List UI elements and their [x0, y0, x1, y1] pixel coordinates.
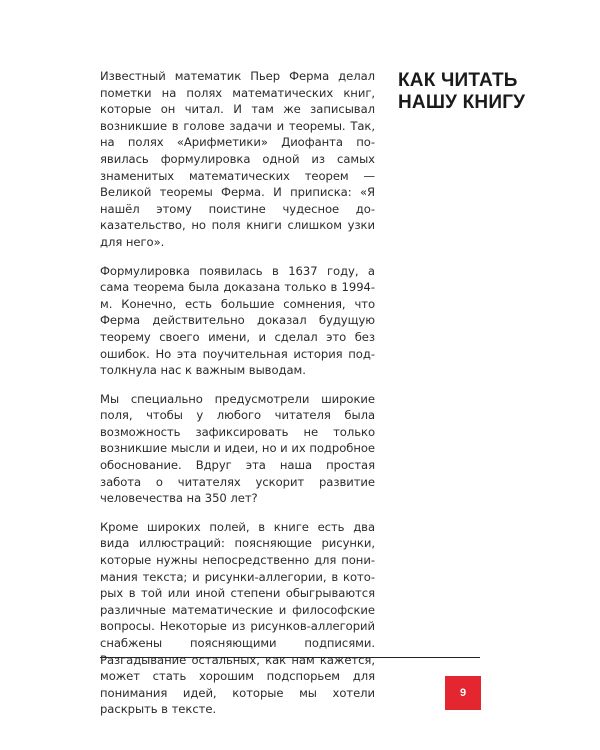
page-number: 9 [459, 687, 467, 699]
paragraph-2: Формулировка появилась в 1637 году, а сама теорема была доказана только в 1994-м. Конечно, есть большие сомнения, что Ферма действительно доказал будущую теорему своего имени, и сделал это без ошибок. Но эта поучительная история подтолкнула нас к важным выводам. [100, 263, 375, 378]
heading-line-2: НАШУ КНИГУ [398, 92, 526, 113]
paragraph-4: Кроме широких полей, в книге есть два вида иллюстраций: поясняющие рисунки, которые нужны непосредственно для понимания текста; и рисунки-аллегории, в которых в той или иной степени обыгрываются различные математические и философские вопросы. Некоторые из рисунков-аллегорий снабжены поясняющими подписями. Разгадывание остальных, как нам кажется, может стать хорошим подспорьем для понимания идей, которые мы хотели раскрыть в тексте. [100, 519, 375, 717]
body-text [100, 68, 375, 730]
paragraph-1: Известный математик Пьер Ферма делал пометки на полях математических книг, которые он читал. И там же записывал возникшие в голове задачи и теоремы. Так, на полях «Арифметики» Диофанта появилась формулировка одной из самых знаменитых математических теорем — Великой теоремы Ферма. И приписка: «Я нашёл этому поистине чудесное доказательство, но поля книги слишком узки для него». [100, 69, 375, 249]
footer-divider [100, 657, 480, 658]
page-number-badge [445, 676, 481, 710]
heading-line-1: КАК ЧИТАТЬ [398, 70, 518, 91]
paragraph-3: Мы специально предусмотрели широкие поля, чтобы у любого читателя была возможность зафиксировать не только возникшие мысли и идеи, но и их подробное обоснование. Вдруг эта наша простая забота о читателях ускорит развитие человечества на 350 лет? [100, 391, 375, 506]
section-heading [398, 70, 528, 114]
